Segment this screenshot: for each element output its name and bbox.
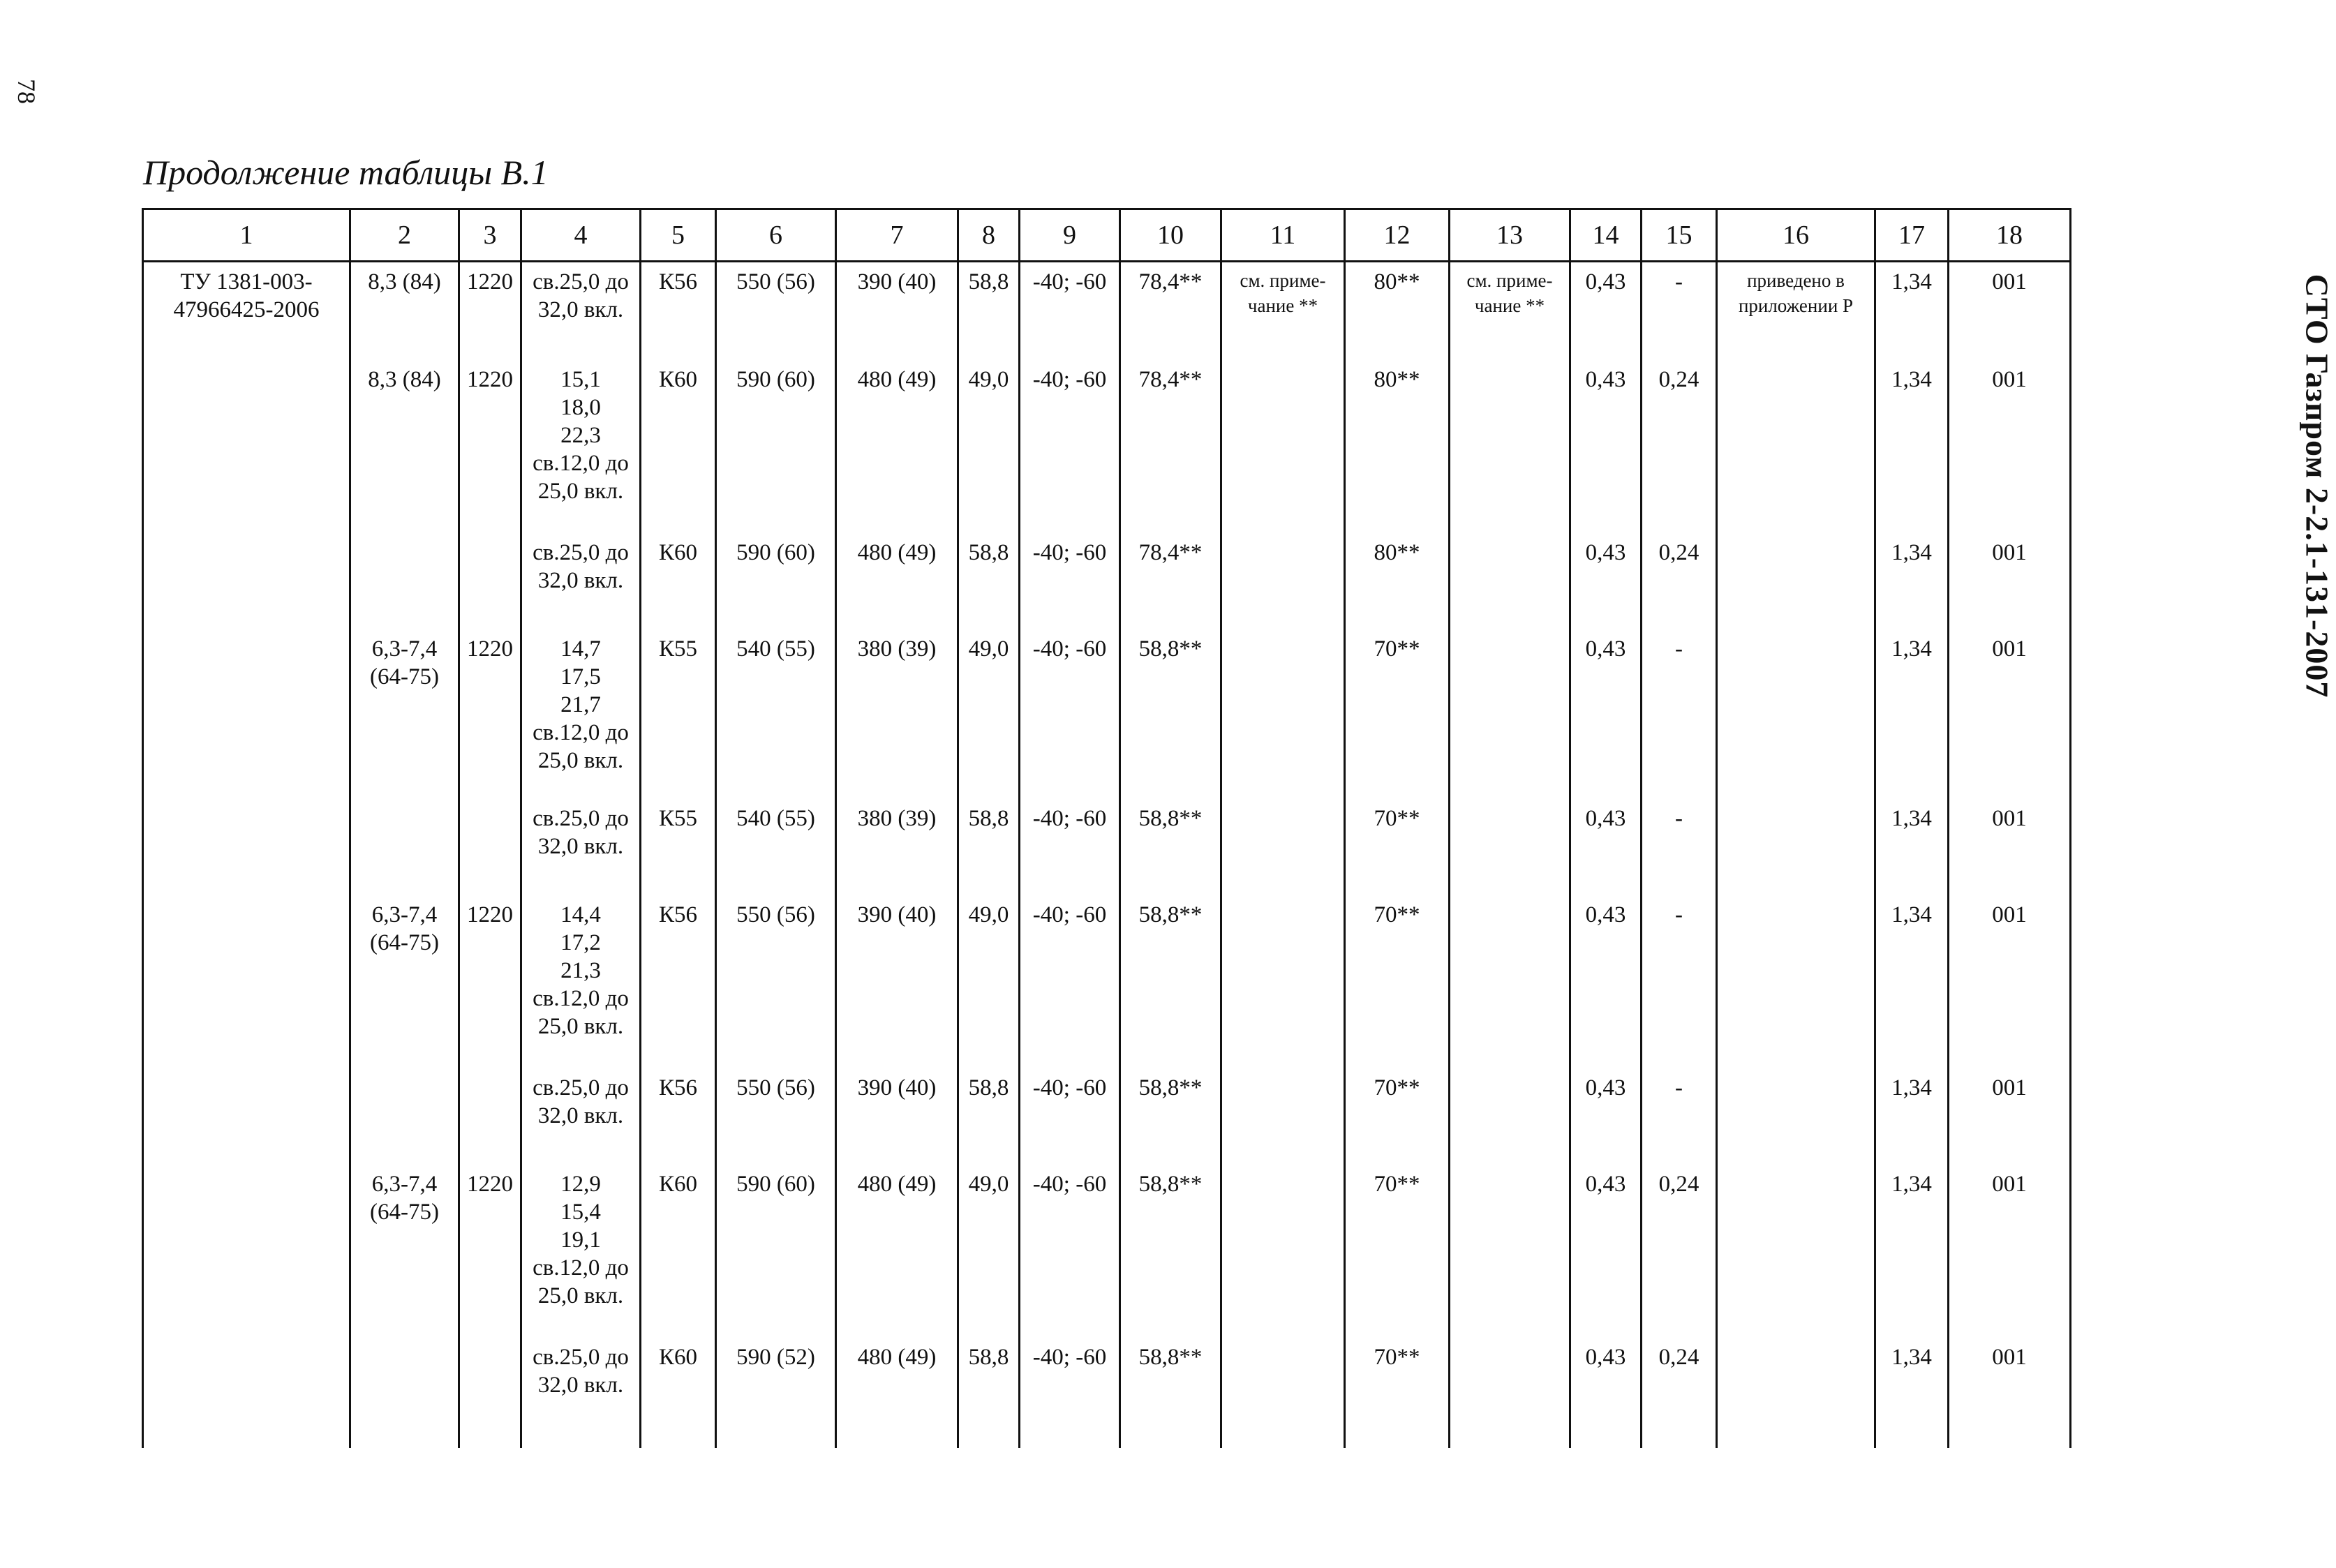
table-cell-col-3: 1220 — [459, 360, 521, 533]
table-cell-col-8: 58,8 — [958, 799, 1020, 895]
table-cell-col-10: 58,8** — [1120, 1165, 1221, 1338]
table-cell-col-13 — [1450, 533, 1570, 629]
table-cell-col-4: св.25,0 до 32,0 вкл. — [521, 533, 641, 629]
table-cell-col-18: 001 — [1949, 895, 2071, 1068]
table-cell-col-17: 1,34 — [1875, 360, 1949, 533]
table-cell-col-1 — [143, 629, 350, 799]
table-cell-col-14: 0,43 — [1570, 360, 1642, 533]
table-cell-col-14: 0,43 — [1570, 799, 1642, 895]
table-cell-col-15: 0,24 — [1642, 533, 1717, 629]
table-cell-col-7: 380 (39) — [836, 799, 958, 895]
table-cell-col-9: -40; -60 — [1020, 262, 1120, 361]
table-cell-col-14: 0,43 — [1570, 533, 1642, 629]
table-cell-col-9: -40; -60 — [1020, 629, 1120, 799]
header-row — [143, 209, 2071, 262]
table-cell-col-6: 540 (55) — [716, 799, 836, 895]
table-cell-col-15: - — [1642, 1068, 1717, 1165]
table-cell-col-3: 1220 — [459, 629, 521, 799]
table-cell-col-3 — [459, 533, 521, 629]
table-row — [143, 262, 2071, 361]
table-cell-col-15: 0,24 — [1642, 360, 1717, 533]
table-row — [143, 533, 2071, 629]
table-cell-col-3: 1220 — [459, 262, 521, 361]
table-cell-col-13 — [1450, 1068, 1570, 1165]
table-cell-col-7: 390 (40) — [836, 1068, 958, 1165]
table-cell-col-2: 8,3 (84) — [350, 262, 459, 361]
column-header: 1 — [143, 209, 350, 262]
table-cell-col-6: 550 (56) — [716, 895, 836, 1068]
table-cell-col-4: св.25,0 до 32,0 вкл. — [521, 1338, 641, 1448]
table-cell-col-12: 70** — [1345, 895, 1450, 1068]
table-cell-col-17: 1,34 — [1875, 1338, 1949, 1448]
table-cell-col-18: 001 — [1949, 262, 2071, 361]
table-cell-col-6: 550 (56) — [716, 262, 836, 361]
table-cell-col-17: 1,34 — [1875, 1165, 1949, 1338]
table-cell-col-14: 0,43 — [1570, 895, 1642, 1068]
table-cell-col-18: 001 — [1949, 629, 2071, 799]
table-cell-col-17: 1,34 — [1875, 629, 1949, 799]
table-cell-col-10: 78,4** — [1120, 360, 1221, 533]
table-cell-col-7: 390 (40) — [836, 262, 958, 361]
column-header: 18 — [1949, 209, 2071, 262]
table-cell-col-18: 001 — [1949, 1068, 2071, 1165]
table-cell-col-1: ТУ 1381-003-47966425-2006 — [143, 262, 350, 361]
table-cell-col-11 — [1221, 895, 1345, 1068]
table-cell-col-12: 70** — [1345, 799, 1450, 895]
table-cell-col-7: 480 (49) — [836, 1165, 958, 1338]
table-cell-col-11 — [1221, 1165, 1345, 1338]
table-cell-col-3: 1220 — [459, 895, 521, 1068]
table-cell-col-2 — [350, 533, 459, 629]
column-header: 17 — [1875, 209, 1949, 262]
table-cell-col-8: 58,8 — [958, 1338, 1020, 1448]
table-cell-col-7: 480 (49) — [836, 533, 958, 629]
table-cell-col-15: 0,24 — [1642, 1165, 1717, 1338]
table-cell-col-13: см. приме-чание ** — [1450, 262, 1570, 361]
table-row — [143, 1338, 2071, 1448]
table-cell-col-6: 550 (56) — [716, 1068, 836, 1165]
table-cell-col-1 — [143, 1165, 350, 1338]
column-header: 15 — [1642, 209, 1717, 262]
column-header: 2 — [350, 209, 459, 262]
table-cell-col-10: 58,8** — [1120, 799, 1221, 895]
table-cell-col-9: -40; -60 — [1020, 360, 1120, 533]
table-cell-col-8: 58,8 — [958, 533, 1020, 629]
table-cell-col-4: 14,4 17,2 21,3 св.12,0 до 25,0 вкл. — [521, 895, 641, 1068]
table-cell-col-7: 480 (49) — [836, 360, 958, 533]
table-cell-col-2 — [350, 1338, 459, 1448]
table-cell-col-13 — [1450, 360, 1570, 533]
table-cell-col-1 — [143, 533, 350, 629]
table-cell-col-3 — [459, 1068, 521, 1165]
table-cell-col-12: 80** — [1345, 533, 1450, 629]
table-row — [143, 1165, 2071, 1338]
table-cell-col-16 — [1717, 1165, 1875, 1338]
column-header: 16 — [1717, 209, 1875, 262]
table-cell-col-14: 0,43 — [1570, 262, 1642, 361]
table-cell-col-16 — [1717, 1068, 1875, 1165]
table-cell-col-3 — [459, 1338, 521, 1448]
table-cell-col-10: 58,8** — [1120, 629, 1221, 799]
table-cell-col-2: 6,3-7,4 (64-75) — [350, 1165, 459, 1338]
table-cell-col-9: -40; -60 — [1020, 1068, 1120, 1165]
table-cell-col-11 — [1221, 1338, 1345, 1448]
table-cell-col-16 — [1717, 629, 1875, 799]
table-cell-col-15: - — [1642, 262, 1717, 361]
table-cell-col-8: 58,8 — [958, 262, 1020, 361]
column-header: 13 — [1450, 209, 1570, 262]
table-cell-col-6: 540 (55) — [716, 629, 836, 799]
table-cell-col-8: 49,0 — [958, 895, 1020, 1068]
table-cell-col-7: 390 (40) — [836, 895, 958, 1068]
table-cell-col-4: св.25,0 до 32,0 вкл. — [521, 262, 641, 361]
table-cell-col-12: 70** — [1345, 1165, 1450, 1338]
table-cell-col-7: 480 (49) — [836, 1338, 958, 1448]
table-cell-col-5: К56 — [641, 1068, 716, 1165]
table-cell-col-13 — [1450, 799, 1570, 895]
table-cell-col-5: К55 — [641, 629, 716, 799]
specification-table — [142, 208, 2071, 1448]
table-cell-col-1 — [143, 360, 350, 533]
table-cell-col-11 — [1221, 360, 1345, 533]
table-cell-col-11 — [1221, 533, 1345, 629]
table-cell-col-8: 49,0 — [958, 1165, 1020, 1338]
table-cell-col-18: 001 — [1949, 533, 2071, 629]
table-cell-col-11 — [1221, 799, 1345, 895]
table-cell-col-16: приведено в приложении Р — [1717, 262, 1875, 361]
table-cell-col-13 — [1450, 895, 1570, 1068]
table-cell-col-9: -40; -60 — [1020, 1338, 1120, 1448]
page-number: 78 — [13, 79, 40, 104]
table-cell-col-7: 380 (39) — [836, 629, 958, 799]
column-header: 4 — [521, 209, 641, 262]
table-cell-col-2: 6,3-7,4 (64-75) — [350, 895, 459, 1068]
table-cell-col-17: 1,34 — [1875, 799, 1949, 895]
table-cell-col-5: К60 — [641, 1338, 716, 1448]
table-cell-col-2: 8,3 (84) — [350, 360, 459, 533]
column-header: 7 — [836, 209, 958, 262]
table-cell-col-5: К56 — [641, 262, 716, 361]
table-cell-col-8: 58,8 — [958, 1068, 1020, 1165]
table-cell-col-2 — [350, 799, 459, 895]
table-cell-col-5: К56 — [641, 895, 716, 1068]
document-code: СТО Газпром 2-2.1-131-2007 — [2299, 274, 2335, 699]
table-cell-col-15: - — [1642, 895, 1717, 1068]
table-cell-col-13 — [1450, 1165, 1570, 1338]
table-cell-col-6: 590 (52) — [716, 1338, 836, 1448]
table-row — [143, 1068, 2071, 1165]
table-cell-col-6: 590 (60) — [716, 533, 836, 629]
table-cell-col-1 — [143, 1068, 350, 1165]
table-cell-col-11: см. приме-чание ** — [1221, 262, 1345, 361]
table-cell-col-5: К60 — [641, 360, 716, 533]
table-cell-col-1 — [143, 895, 350, 1068]
table-row — [143, 895, 2071, 1068]
column-header: 10 — [1120, 209, 1221, 262]
table-cell-col-12: 70** — [1345, 1338, 1450, 1448]
table-cell-col-10: 78,4** — [1120, 262, 1221, 361]
table-cell-col-8: 49,0 — [958, 360, 1020, 533]
table-cell-col-6: 590 (60) — [716, 1165, 836, 1338]
table-cell-col-12: 80** — [1345, 360, 1450, 533]
column-header: 14 — [1570, 209, 1642, 262]
table-cell-col-3: 1220 — [459, 1165, 521, 1338]
table-cell-col-9: -40; -60 — [1020, 533, 1120, 629]
table-cell-col-13 — [1450, 1338, 1570, 1448]
table-cell-col-17: 1,34 — [1875, 533, 1949, 629]
table-cell-col-15: 0,24 — [1642, 1338, 1717, 1448]
table-cell-col-2: 6,3-7,4 (64-75) — [350, 629, 459, 799]
table-row — [143, 629, 2071, 799]
table-cell-col-14: 0,43 — [1570, 1068, 1642, 1165]
table-cell-col-13 — [1450, 629, 1570, 799]
table-cell-col-18: 001 — [1949, 799, 2071, 895]
column-header: 8 — [958, 209, 1020, 262]
table-cell-col-17: 1,34 — [1875, 895, 1949, 1068]
table-cell-col-11 — [1221, 1068, 1345, 1165]
table-cell-col-15: - — [1642, 629, 1717, 799]
table-cell-col-4: 15,1 18,0 22,3 св.12,0 до 25,0 вкл. — [521, 360, 641, 533]
table-cell-col-5: К55 — [641, 799, 716, 895]
table-cell-col-1 — [143, 1338, 350, 1448]
table-cell-col-16 — [1717, 895, 1875, 1068]
table-cell-col-12: 70** — [1345, 1068, 1450, 1165]
table-cell-col-5: К60 — [641, 533, 716, 629]
table-cell-col-17: 1,34 — [1875, 1068, 1949, 1165]
table-cell-col-3 — [459, 799, 521, 895]
table-cell-col-18: 001 — [1949, 1338, 2071, 1448]
column-header: 12 — [1345, 209, 1450, 262]
table-cell-col-9: -40; -60 — [1020, 895, 1120, 1068]
table-cell-col-12: 80** — [1345, 262, 1450, 361]
table-cell-col-14: 0,43 — [1570, 1165, 1642, 1338]
column-header: 11 — [1221, 209, 1345, 262]
table-cell-col-9: -40; -60 — [1020, 799, 1120, 895]
table-cell-col-2 — [350, 1068, 459, 1165]
table-cell-col-14: 0,43 — [1570, 629, 1642, 799]
table-cell-col-18: 001 — [1949, 360, 2071, 533]
table-cell-col-4: 12,9 15,4 19,1 св.12,0 до 25,0 вкл. — [521, 1165, 641, 1338]
table-cell-col-9: -40; -60 — [1020, 1165, 1120, 1338]
table-cell-col-10: 58,8** — [1120, 895, 1221, 1068]
table-cell-col-8: 49,0 — [958, 629, 1020, 799]
table-cell-col-6: 590 (60) — [716, 360, 836, 533]
table-cell-col-4: св.25,0 до 32,0 вкл. — [521, 1068, 641, 1165]
table-cell-col-16 — [1717, 533, 1875, 629]
table-cell-col-4: св.25,0 до 32,0 вкл. — [521, 799, 641, 895]
table-cell-col-10: 78,4** — [1120, 533, 1221, 629]
table-cell-col-17: 1,34 — [1875, 262, 1949, 361]
column-header: 6 — [716, 209, 836, 262]
table-cell-col-4: 14,7 17,5 21,7 св.12,0 до 25,0 вкл. — [521, 629, 641, 799]
table-cell-col-18: 001 — [1949, 1165, 2071, 1338]
table-cell-col-10: 58,8** — [1120, 1068, 1221, 1165]
table-cell-col-14: 0,43 — [1570, 1338, 1642, 1448]
table-cell-col-15: - — [1642, 799, 1717, 895]
table-row — [143, 799, 2071, 895]
table-cell-col-5: К60 — [641, 1165, 716, 1338]
table-cell-col-10: 58,8** — [1120, 1338, 1221, 1448]
column-header: 3 — [459, 209, 521, 262]
table-cell-col-16 — [1717, 1338, 1875, 1448]
column-header: 5 — [641, 209, 716, 262]
table-cell-col-1 — [143, 799, 350, 895]
table-cell-col-12: 70** — [1345, 629, 1450, 799]
table-cell-col-16 — [1717, 360, 1875, 533]
table-cell-col-11 — [1221, 629, 1345, 799]
table-cell-col-16 — [1717, 799, 1875, 895]
column-header: 9 — [1020, 209, 1120, 262]
table-caption: Продолжение таблицы В.1 — [143, 153, 549, 192]
table-row — [143, 360, 2071, 533]
